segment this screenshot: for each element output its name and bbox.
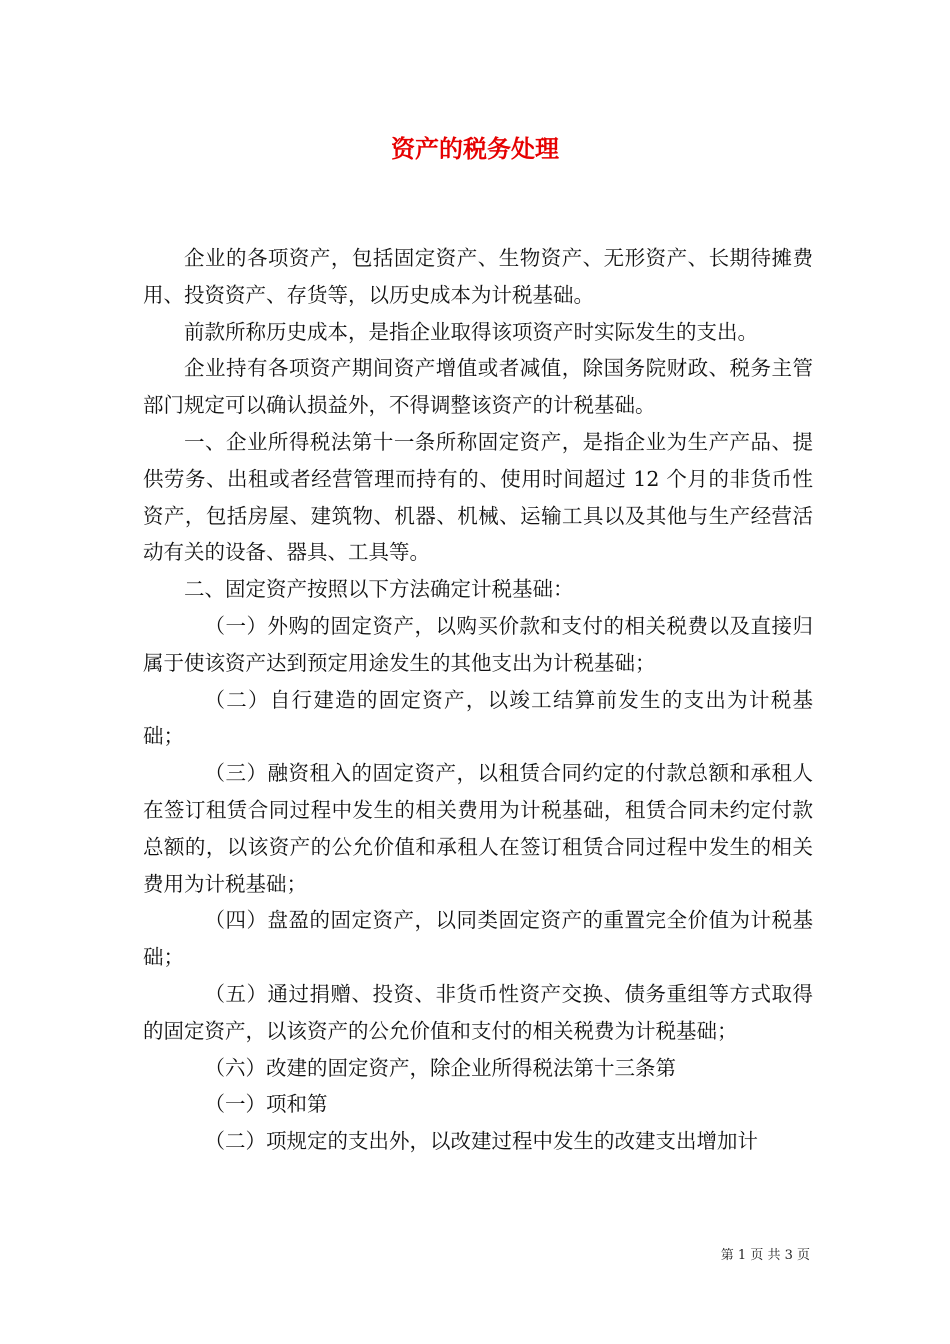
list-item: （六）改建的固定资产，除企业所得税法第十三条第: [204, 1055, 676, 1080]
list-item: （四）盘盈的固定资产，以同类固定资产的重置完全价值为计税基础；: [143, 908, 813, 970]
document-body: [143, 240, 813, 1160]
list-item: （二）自行建造的固定资产，以竣工结算前发生的支出为计税基础；: [143, 687, 813, 749]
paragraph: 企业持有各项资产期间资产增值或者减值，除国务院财政、税务主管部门规定可以确认损益外，不得调整该资产的计税基础。: [143, 356, 813, 418]
paragraph: 一、企业所得税法第十一条所称固定资产，是指企业为生产产品、提供劳务、出租或者经营管理而持有的、使用时间超过 12 个月的非货币性资产，包括房屋、建筑物、机器、机械、运输工具以及其他与生产经营活动有关的设备、器具、工具等。: [143, 429, 813, 565]
list-item: （五）通过捐赠、投资、非货币性资产交换、债务重组等方式取得的固定资产，以该资产的公允价值和支付的相关税费为计税基础；: [143, 981, 813, 1043]
list-item: （一）外购的固定资产，以购买价款和支付的相关税费以及直接归属于使该资产达到预定用途发生的其他支出为计税基础；: [143, 613, 813, 675]
list-item: （二）项规定的支出外，以改建过程中发生的改建支出增加计: [204, 1129, 758, 1154]
page-indicator: 第 1 页 共 3 页: [720, 1248, 810, 1263]
paragraph: 企业的各项资产，包括固定资产、生物资产、无形资产、长期待摊费用、投资资产、存货等，以历史成本为计税基础。: [143, 246, 813, 307]
list-item: （一）项和第: [204, 1092, 328, 1117]
paragraph: 前款所称历史成本，是指企业取得该项资产时实际发生的支出。: [184, 319, 758, 344]
document-title: 资产的税务处理: [391, 134, 559, 163]
paragraph: 二、固定资产按照以下方法确定计税基础：: [184, 577, 574, 602]
list-item: （三）融资租入的固定资产，以租赁合同约定的付款总额和承租人在签订租赁合同过程中发生的相关费用为计税基础，租赁合同未约定付款总额的，以该资产的公允价值和承租人在签订租赁合同过程中发生的相关费用为计税基础；: [143, 761, 813, 896]
